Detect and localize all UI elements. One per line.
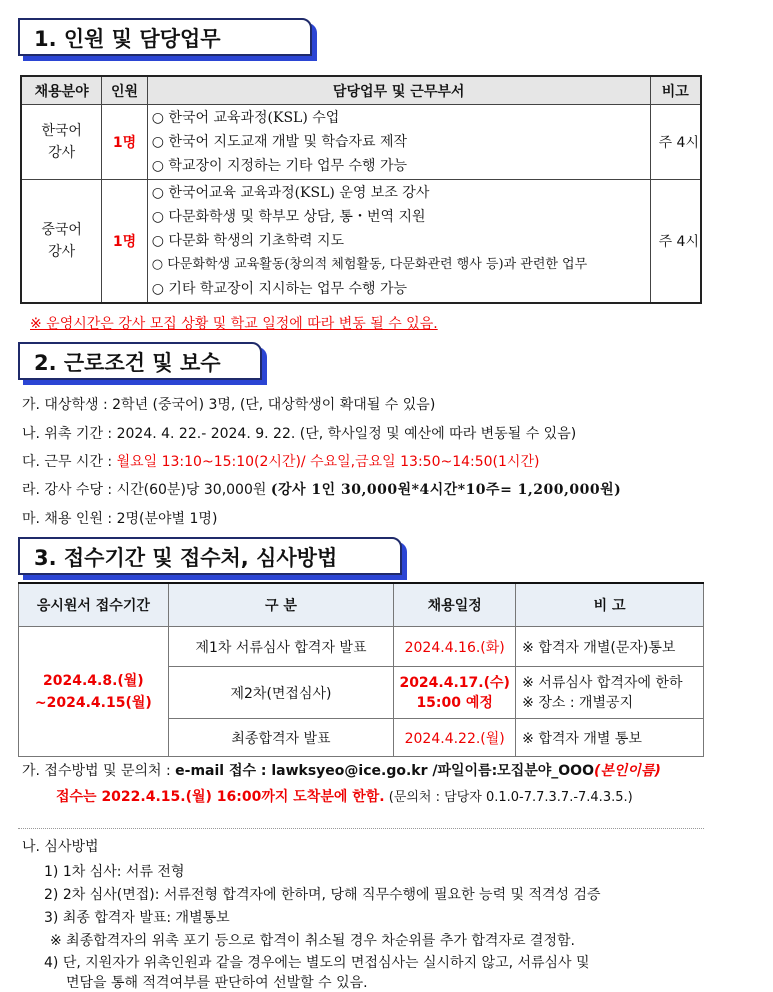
review-method-title: 나. 심사방법 bbox=[22, 839, 99, 855]
allowance-line: 라. 강사 수당 : 시간(60분)당 30,000원 (강사 1인 30,000원*4시간*10주= 1,200,000원) bbox=[22, 482, 622, 498]
date-cell: 2024.4.17.(수) 15:00 예정 bbox=[394, 667, 516, 719]
work-hours-line: 다. 근무 시간 : 월요일 13:10~15:10(2시간)/ 수요일,금요일 13:50~14:50(1시간) bbox=[22, 454, 540, 470]
field-cell: 중국어 강사 bbox=[21, 180, 102, 304]
count-cell: 1명 bbox=[102, 105, 147, 180]
review-item: 4) 단, 지원자가 위촉인원과 같을 경우에는 별도의 면접심사는 실시하지 않고, 서류심사 및 bbox=[44, 955, 590, 971]
date-cell: 2024.4.16.(화) bbox=[394, 627, 516, 667]
col-header-field: 채용분야 bbox=[21, 76, 102, 105]
duties-cell: ○ 한국어 교육과정(KSL) 수업 ○ 한국어 지도교재 개발 및 학습자료 제작 ○ 학교장이 지정하는 기타 업무 수행 가능 bbox=[147, 105, 650, 180]
schedule-table bbox=[18, 582, 704, 757]
date-cell: 2024.4.22.(월) bbox=[394, 719, 516, 757]
section3-title: 3. 접수기간 및 접수처, 심사방법 bbox=[34, 546, 338, 570]
stage-cell: 최종합격자 발표 bbox=[168, 719, 394, 757]
col-header-count: 인원 bbox=[102, 76, 147, 105]
contract-period-line: 나. 위촉 기간 : 2024. 4. 22.- 2024. 9. 22. (단, 학사일정 및 예산에 따라 변동될 수 있음) bbox=[22, 426, 577, 442]
section2-header bbox=[18, 342, 262, 380]
table-row bbox=[21, 180, 701, 304]
field-cell: 한국어 강사 bbox=[21, 105, 102, 180]
section3-header bbox=[18, 537, 402, 575]
col-header-date: 채용일정 bbox=[394, 583, 516, 627]
remark-cell: ※ 합격자 개별(문자)통보 bbox=[516, 627, 704, 667]
remark-cell: ※ 합격자 개별 통보 bbox=[516, 719, 704, 757]
count-cell: 1명 bbox=[102, 180, 147, 304]
note-cell: 주 4시 bbox=[650, 180, 701, 304]
table-row bbox=[19, 627, 704, 667]
note-cell: 주 4시 bbox=[650, 105, 701, 180]
apply-method-line: 가. 접수방법 및 문의처 : e-mail 접수 : lawksyeo@ice.go.kr /파일이름:모집분야_OOO(본인이름) bbox=[22, 763, 661, 779]
review-item: 2) 2차 심사(면접): 서류전형 합격자에 한하며, 당해 직무수행에 필요한 능력 및 적격성 검증 bbox=[44, 887, 601, 903]
col-header-stage: 구 분 bbox=[168, 583, 394, 627]
review-item: 3) 최종 합격자 발표: 개별통보 bbox=[44, 910, 230, 926]
col-header-period: 응시원서 접수기간 bbox=[19, 583, 169, 627]
col-header-duties: 담당업무 및 근무부서 bbox=[147, 76, 650, 105]
operating-hours-notice: ※ 운영시간은 강사 모집 상황 및 학교 일정에 따라 변동 될 수 있음. bbox=[30, 316, 438, 332]
deadline-line: 접수는 2022.4.15.(월) 16:00까지 도착분에 한함. (문의처 : 담당자 0.1.0-7.7.3.7.-7.4.3.5.) bbox=[56, 789, 633, 805]
col-header-note: 비고 bbox=[650, 76, 701, 105]
review-item: ※ 최종합격자의 위촉 포기 등으로 합격이 취소될 경우 차순위를 추가 합격자로 결정함. bbox=[50, 933, 575, 949]
hire-count-line: 마. 채용 인원 : 2명(분야별 1명) bbox=[22, 511, 218, 527]
remark-cell: ※ 서류심사 합격자에 한하 ※ 장소 : 개별공지 bbox=[516, 667, 704, 719]
duties-cell: ○ 한국어교육 교육과정(KSL) 운영 보조 강사 ○ 다문화학생 및 학부모 상담, 통・번역 지원 ○ 다문화 학생의 기초학력 지도 ○ 다문화학생 교육활동(창의적 체험활동, 다문화관련 행사 등)과 관련한 업무 ○ 기타 학교장이 지시하는 업무 수행 가능 bbox=[147, 180, 650, 304]
target-students-line: 가. 대상학생 : 2학년 (중국어) 3명, (단, 대상학생이 확대될 수 있음) bbox=[22, 397, 436, 413]
divider bbox=[18, 828, 704, 829]
table-row bbox=[21, 105, 701, 180]
section2-title: 2. 근로조건 및 보수 bbox=[34, 351, 221, 375]
section1-header bbox=[18, 18, 312, 56]
stage-cell: 제1차 서류심사 합격자 발표 bbox=[168, 627, 394, 667]
section1-title: 1. 인원 및 담당업무 bbox=[34, 27, 221, 51]
application-period-cell: 2024.4.8.(월) ~2024.4.15(월) bbox=[19, 627, 169, 757]
stage-cell: 제2차(면접심사) bbox=[168, 667, 394, 719]
review-item: 1) 1차 심사: 서류 전형 bbox=[44, 864, 185, 880]
staff-duty-table bbox=[20, 75, 702, 304]
col-header-remark: 비 고 bbox=[516, 583, 704, 627]
review-item: 면담을 통해 적격여부를 판단하여 선발할 수 있음. bbox=[66, 975, 368, 991]
